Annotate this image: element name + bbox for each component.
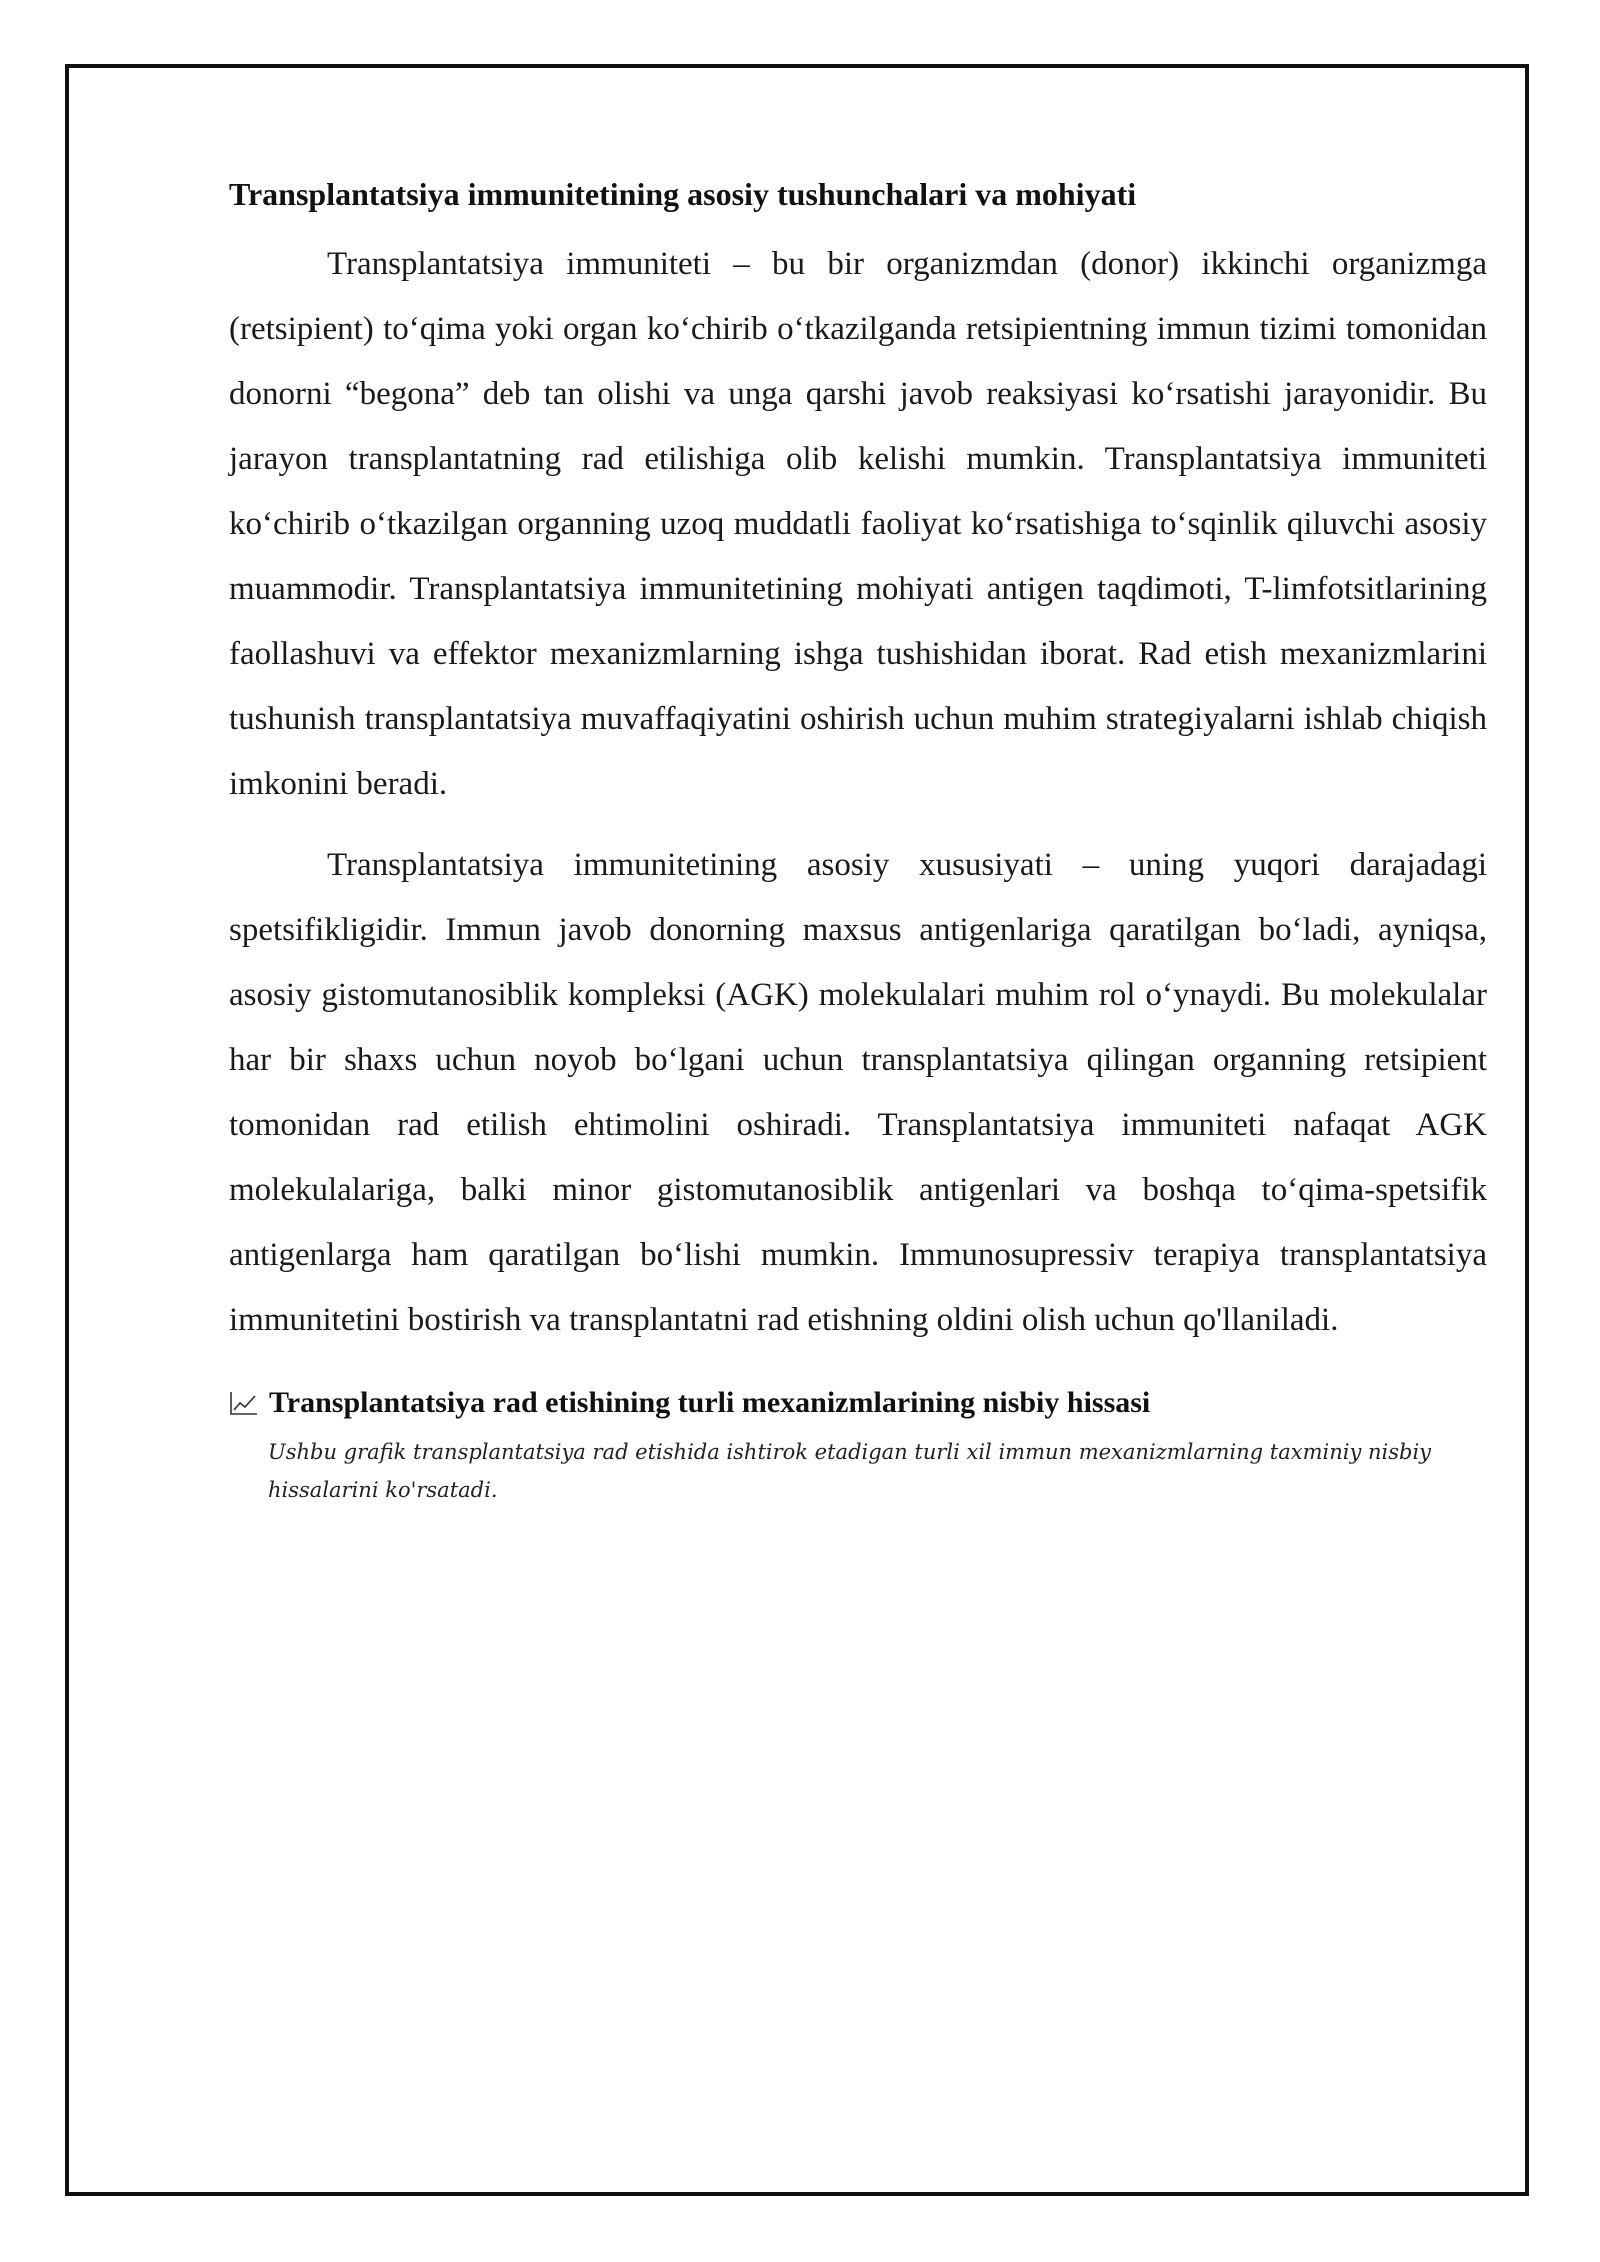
chart-line-icon xyxy=(229,1390,259,1416)
document-heading: Transplantatsiya immunitetining asosiy tushunchalari va mohiyati xyxy=(229,176,1137,212)
chart-description: Ushbu grafik transplantatsiya rad etishida ishtirok etadigan turli xil immun mexanizmlarning taxminiy nisbiy hissalarini ko'rsatadi. xyxy=(268,1440,1432,1502)
chart-caption xyxy=(229,1383,1487,1423)
chart-title: Transplantatsiya rad etishining turli mexanizmlarining nisbiy hissasi xyxy=(269,1386,1151,1419)
paragraph-1: Transplantatsiya immuniteti – bu bir organizmdan (donor) ikkinchi organizmga (retsipient) to‘qima yoki organ ko‘chirib o‘tkazilganda retsipientning immun tizimi tomonidan donorni “begona” deb tan olishi va unga qarshi javob reaksiyasi ko‘rsatishi jarayonidir. Bu jarayon transplantatning rad etilishiga olib kelishi mumkin. Transplantatsiya immuniteti ko‘chirib o‘tkazilgan organning uzoq muddatli faoliyat ko‘rsatishiga to‘sqinlik qiluvchi asosiy muammodir. Transplantatsiya immunitetining mohiyati antigen taqdimoti, T-limfotsitlarining faollashuvi va effektor mexanizmlarning ishga tushishidan iborat. Rad etish mexanizmlarini tushunish transplantatsiya muvaffaqiyatini oshirish uchun muhim strategiyalarni ishlab chiqish imkonini beradi. xyxy=(229,246,1487,802)
paragraph-2: Transplantatsiya immunitetining asosiy xususiyati – uning yuqori darajadagi spetsifikligidir. Immun javob donorning maxsus antigenlariga qaratilgan bo‘ladi, ayniqsa, asosiy gistomutanosiblik kompleksi (AGK) molekulalari muhim rol o‘ynaydi. Bu molekulalar har bir shaxs uchun noyob bo‘lgani uchun transplantatsiya qilingan organning retsipient tomonidan rad etilish ehtimolini oshiradi. Transplantatsiya immuniteti nafaqat AGK molekulalariga, balki minor gistomutanosiblik antigenlari va boshqa to‘qima-spetsifik antigenlarga ham qaratilgan bo‘lishi mumkin. Immunosupressiv terapiya transplantatsiya immunitetini bostirish va transplantatni rad etishning oldini olish uchun qo'llaniladi. xyxy=(229,847,1487,1338)
document-body xyxy=(229,172,1487,1509)
